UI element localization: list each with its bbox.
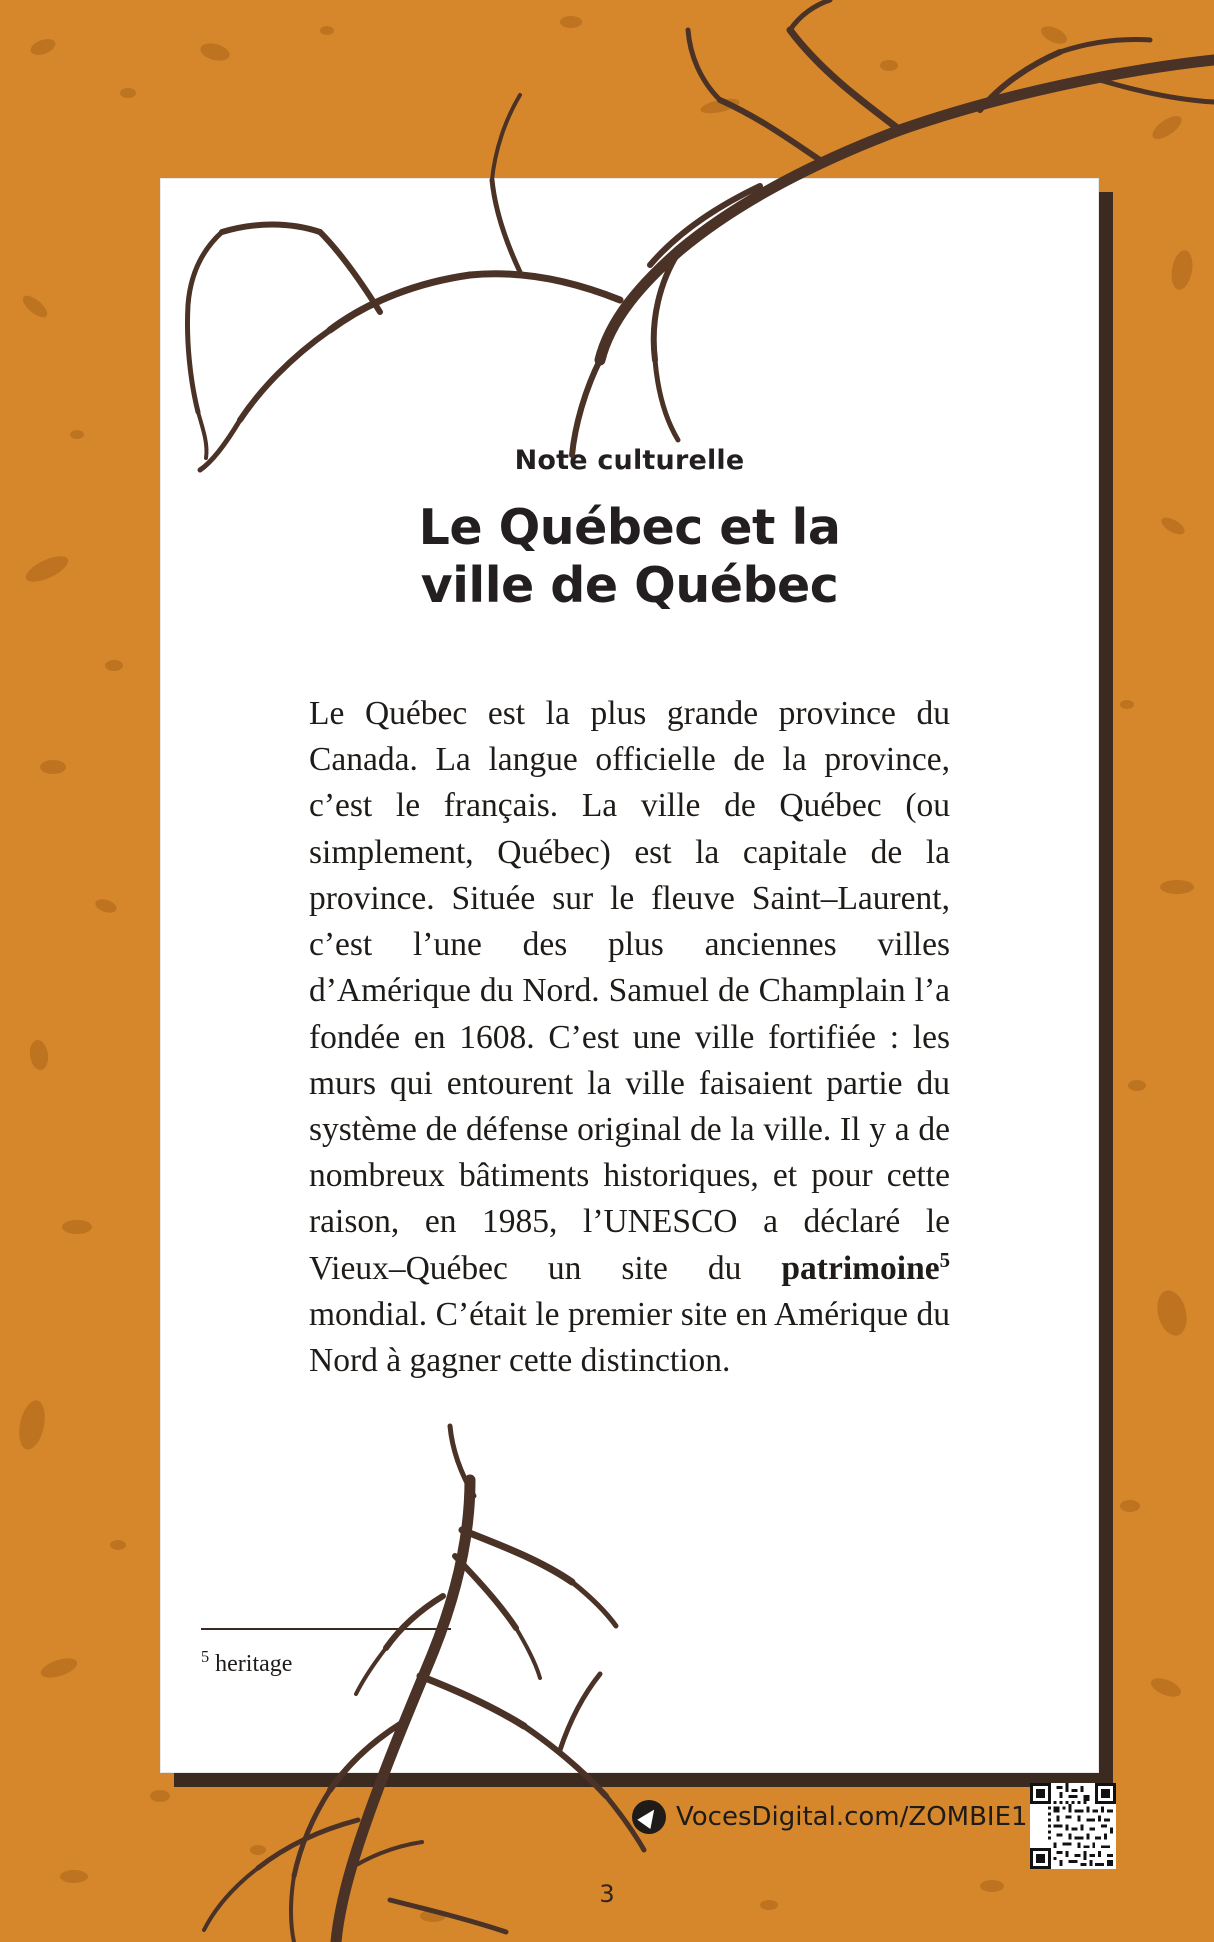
splatter-dot bbox=[110, 1540, 126, 1550]
title-line-2: ville de Québec bbox=[420, 556, 839, 614]
title-line-1: Le Québec et la bbox=[418, 499, 841, 556]
splatter-dot bbox=[15, 1398, 49, 1452]
splatter-dot bbox=[40, 760, 66, 774]
brand-url[interactable]: VocesDigital.com/ZOMBIE1 bbox=[676, 1802, 1028, 1832]
page-title bbox=[221, 499, 1038, 615]
footnote-marker: 5 bbox=[201, 1647, 210, 1666]
body-bold-term: patrimoine bbox=[781, 1249, 940, 1287]
splatter-dot bbox=[28, 36, 57, 58]
splatter-dot bbox=[105, 660, 123, 671]
splatter-dot bbox=[150, 1790, 170, 1802]
splatter-dot bbox=[28, 1039, 50, 1071]
splatter-dot bbox=[320, 26, 334, 35]
splatter-dot bbox=[1160, 880, 1194, 894]
splatter-dot bbox=[1159, 514, 1188, 537]
splatter-dot bbox=[880, 60, 898, 71]
splatter-dot bbox=[198, 40, 231, 63]
splatter-dot bbox=[1128, 1080, 1146, 1091]
body-text-part-2: mondial. C’était le premier site en Amérique du Nord à gagner cette distinction. bbox=[309, 1295, 950, 1380]
content-card bbox=[160, 178, 1099, 1773]
splatter-dot bbox=[250, 1845, 266, 1855]
splatter-dot bbox=[1120, 700, 1134, 709]
page-number: 3 bbox=[599, 1880, 615, 1908]
kicker-label: Note culturelle bbox=[514, 445, 745, 476]
footnote bbox=[201, 1647, 292, 1678]
splatter-dot bbox=[560, 16, 582, 28]
footer-brand[interactable] bbox=[632, 1800, 1028, 1834]
splatter-dot bbox=[420, 1910, 446, 1922]
splatter-dot bbox=[94, 897, 119, 915]
splatter-dot bbox=[62, 1220, 92, 1234]
body-paragraph bbox=[309, 691, 950, 1384]
qr-code-icon[interactable] bbox=[1030, 1783, 1116, 1869]
splatter-dot bbox=[699, 96, 741, 116]
footnote-divider bbox=[201, 1628, 451, 1630]
splatter-dot bbox=[22, 551, 71, 587]
splatter-dot bbox=[1149, 112, 1185, 144]
footnote-reference: 5 bbox=[939, 1248, 950, 1272]
splatter-dot bbox=[70, 430, 84, 439]
splatter-dot bbox=[1148, 1675, 1183, 1701]
splatter-dot bbox=[120, 88, 136, 98]
splatter-dot bbox=[1169, 249, 1196, 292]
splatter-dot bbox=[1120, 1500, 1140, 1512]
location-pin-icon bbox=[632, 1800, 666, 1834]
splatter-dot bbox=[1153, 1287, 1191, 1338]
splatter-dot bbox=[19, 292, 50, 321]
footnote-text: heritage bbox=[215, 1651, 293, 1677]
body-text-part-1: Le Québec est la plus grande province du Canada. La langue officielle de la province, c’est le français. La ville de Québec (ou simplement, Québec) est la capitale de la province. Située sur le fleuve Saint–Laurent, c’est l’une des plus anciennes villes d’Amérique du Nord. Samuel de Champlain l’a fondée en 1608. C’est une ville fortifiée : les murs qui entourent la ville faisaient partie du système de défense original de la ville. Il y a de nombreux bâtiments historiques, et pour cette raison, en 1985, l’UNESCO a déclaré le Vieux–Québec un site du bbox=[309, 695, 950, 1287]
splatter-dot bbox=[1038, 23, 1069, 48]
splatter-dot bbox=[38, 1655, 79, 1682]
